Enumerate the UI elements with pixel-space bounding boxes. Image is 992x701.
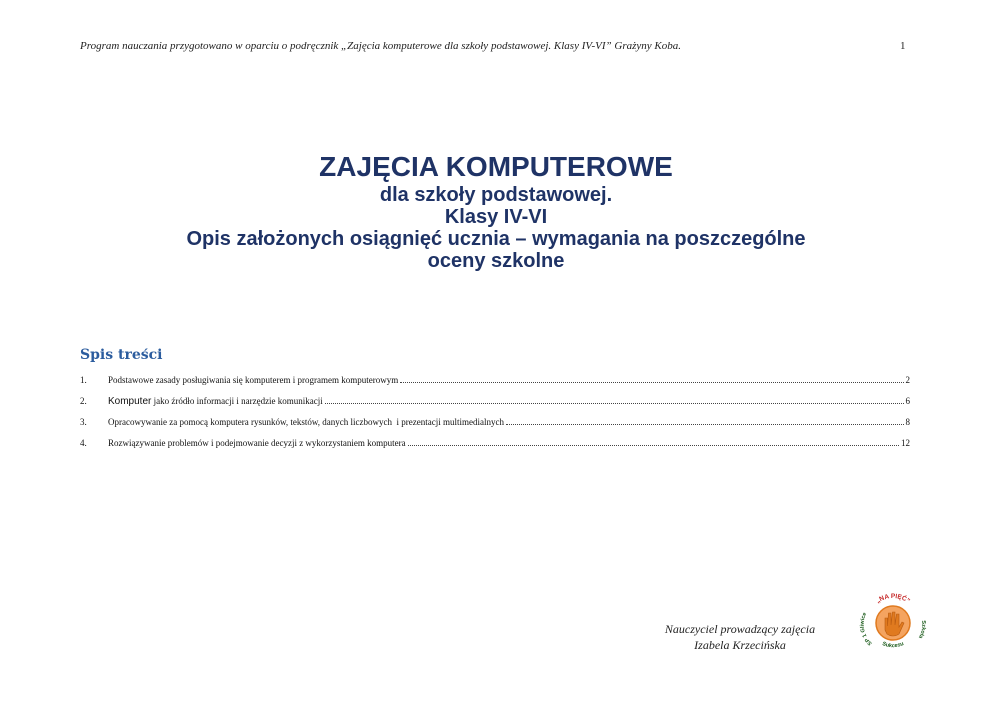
toc-entry-title <box>108 396 323 407</box>
toc-entry-number: 2. <box>80 396 87 406</box>
toc-entry-number: 1. <box>80 375 87 385</box>
signature-role: Nauczyciel prowadzący zajęcia <box>664 622 816 636</box>
toc-leader-dots <box>325 396 904 404</box>
signature-name: Izabela Krzecińska <box>694 638 786 652</box>
signature-block <box>640 621 840 653</box>
page-number: 1 <box>900 40 906 52</box>
toc-entry-title-first-word: Komputer <box>108 396 152 407</box>
title-line-5: oceny szkolne <box>427 250 565 272</box>
toc-entry-page: 6 <box>905 396 910 406</box>
toc-entry-3[interactable] <box>80 417 910 438</box>
toc-entry-title-rest: jako źródło informacji i narzędzie komunikacji <box>151 396 323 406</box>
toc-entry-title: Rozwiązywanie problemów i podejmowanie decyzji z wykorzystaniem komputera <box>108 438 406 448</box>
school-logo <box>858 588 928 658</box>
header-text: Program nauczania przygotowano w oparciu o podręcznik „Zajęcia komputerowe dla szkoły podstawowej. Klasy IV-VI” Grażyny Koba. <box>80 40 681 52</box>
table-of-contents <box>80 375 910 459</box>
toc-entry-2[interactable] <box>80 396 910 417</box>
toc-entry-page: 2 <box>905 375 910 385</box>
toc-entry-title: Podstawowe zasady posługiwania się komputerem i programem komputerowym <box>108 375 399 385</box>
toc-entry-4[interactable] <box>80 438 910 459</box>
logo-text-right: Szkoła <box>916 620 927 640</box>
toc-entry-1[interactable] <box>80 375 910 396</box>
toc-entry-number: 4. <box>80 438 87 448</box>
logo-text-bottom: Sukcesu <box>881 641 905 650</box>
toc-entry-page: 12 <box>901 438 910 448</box>
logo-text-top: „NA PIĘĆ” <box>874 593 912 605</box>
document-title <box>0 150 992 272</box>
toc-leader-dots <box>400 375 903 383</box>
title-line-3: Klasy IV-VI <box>444 206 548 228</box>
logo-text-left: SP 1 Gliwice <box>859 611 874 647</box>
toc-entry-title: Opracowywanie za pomocą komputera rysunków, tekstów, danych liczbowych i prezentacji multimedialnych <box>108 417 504 427</box>
title-main: ZAJĘCIA KOMPUTEROWE <box>319 151 673 182</box>
toc-leader-dots <box>506 417 904 425</box>
page-header <box>0 40 992 56</box>
title-line-2: dla szkoły podstawowej. <box>379 184 613 206</box>
toc-entry-number: 3. <box>80 417 87 427</box>
title-line-4: Opis założonych osiągnięć ucznia – wymagania na poszczególne <box>186 228 806 250</box>
toc-leader-dots <box>408 438 899 446</box>
toc-heading: Spis treści <box>80 347 163 363</box>
toc-entry-page: 8 <box>905 417 910 427</box>
